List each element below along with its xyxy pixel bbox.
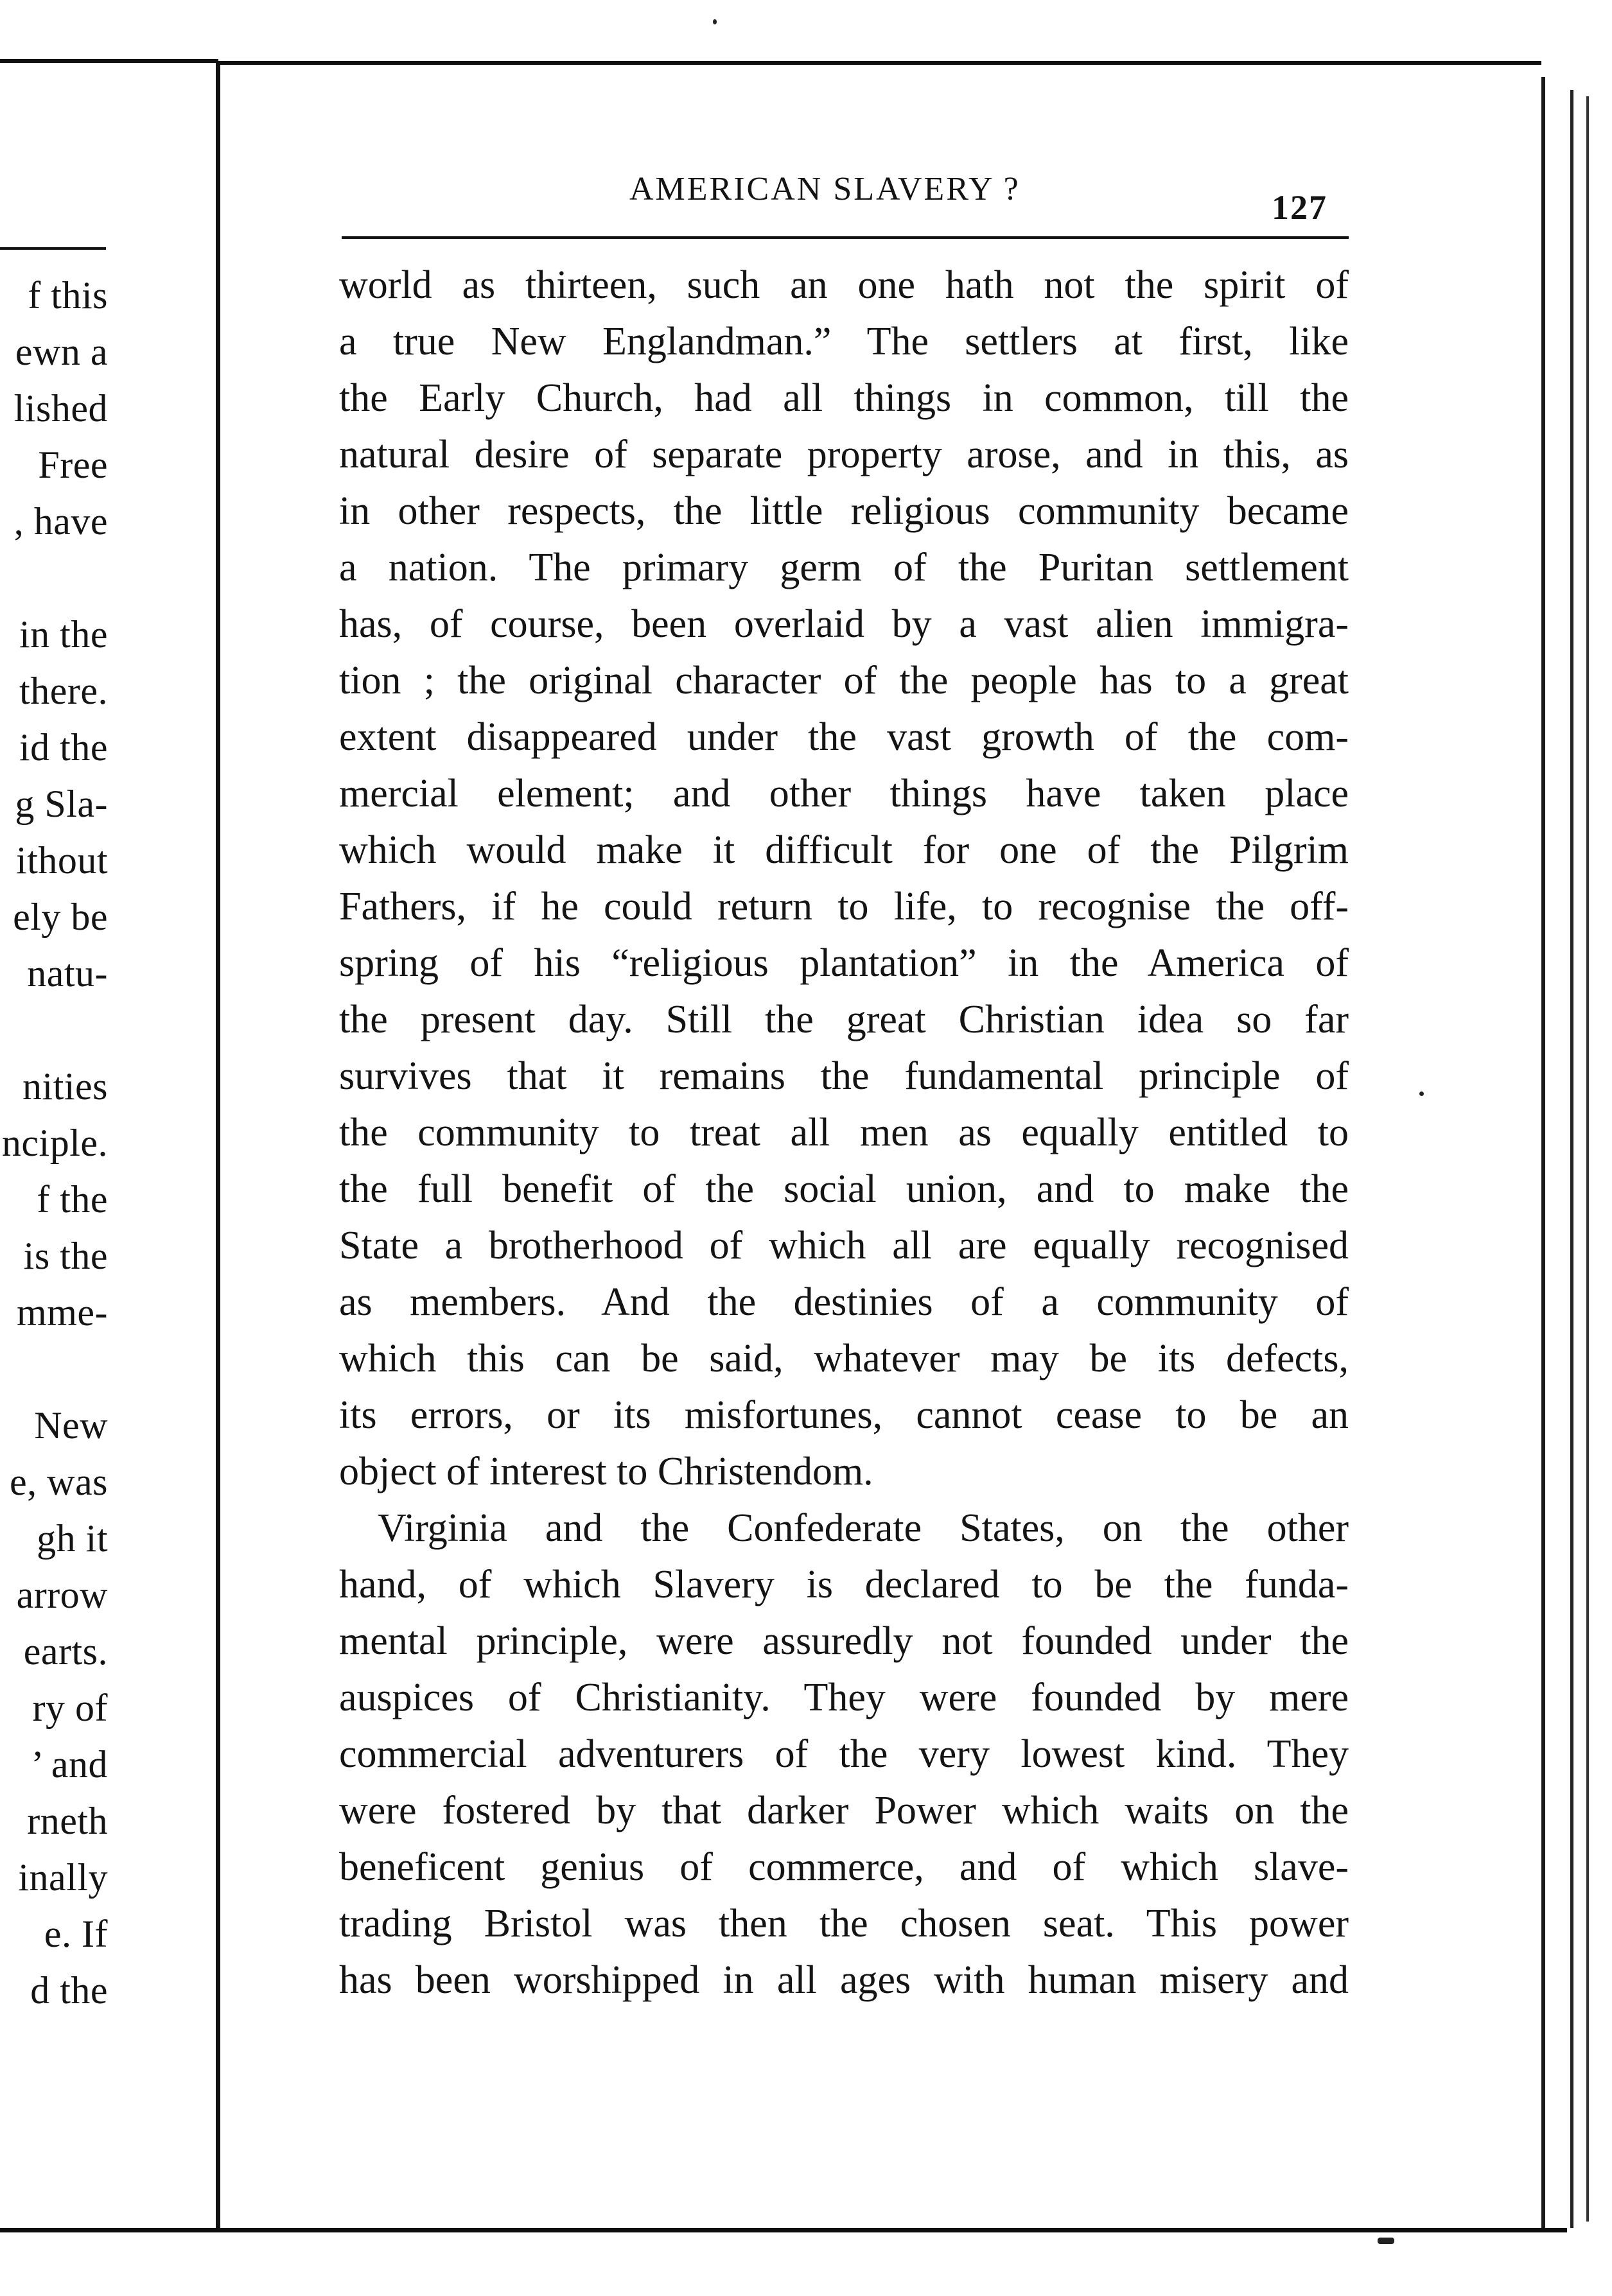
- left-page-line: , have: [13, 500, 108, 543]
- paragraph: [339, 257, 1349, 1500]
- page-fore-edge-line: [1586, 96, 1589, 2222]
- scan-speck: [1419, 1091, 1424, 1096]
- text-line: trading Bristol was then the chosen seat. This power: [339, 1902, 1349, 1945]
- running-head: AMERICAN SLAVERY ?: [629, 171, 1021, 207]
- left-page-line: arrow: [16, 1574, 108, 1616]
- left-page-line: ’ and: [31, 1743, 108, 1786]
- text-line: were fostered by that darker Power which waits on the: [339, 1789, 1349, 1832]
- scan-bottom-margin: [0, 2228, 1612, 2296]
- text-line: survives that it remains the fundamental principle of: [339, 1054, 1349, 1098]
- left-page-line: ry of: [32, 1687, 108, 1729]
- page-body-text: [339, 257, 1349, 2008]
- page-fore-edge-line: [1541, 77, 1545, 2228]
- text-line: the community to treat all men as equally entitled to: [339, 1111, 1349, 1154]
- left-page-line: e, was: [10, 1461, 108, 1503]
- page-bottom-edge: [0, 2228, 1567, 2232]
- text-line: as members. And the destinies of a community of: [339, 1280, 1349, 1324]
- text-line: mercial element; and other things have taken place: [339, 772, 1349, 815]
- paragraph: [339, 1500, 1349, 2008]
- text-line: commercial adventurers of the very lowest kind. They: [339, 1732, 1349, 1776]
- page-fore-edge-line: [1570, 90, 1573, 2228]
- text-line: mental principle, were assuredly not founded under the: [339, 1619, 1349, 1663]
- text-line: world as thirteen, such an one hath not the spirit of: [339, 263, 1349, 307]
- text-line: tion ; the original character of the people has to a great: [339, 659, 1349, 702]
- left-page-line: mme-: [17, 1291, 108, 1334]
- scan-top-margin: [0, 0, 1612, 64]
- left-page-line: ewn a: [15, 331, 108, 373]
- text-line: beneficent genius of commerce, and of which slave-: [339, 1845, 1349, 1889]
- left-page-line: rneth: [27, 1800, 108, 1842]
- text-line: a nation. The primary germ of the Puritan settlement: [339, 546, 1349, 589]
- left-page-line: e. If: [44, 1913, 108, 1955]
- left-page-line: Free: [38, 444, 108, 486]
- text-line: the present day. Still the great Christian idea so far: [339, 998, 1349, 1041]
- text-line: the full benefit of the social union, and to make the: [339, 1167, 1349, 1211]
- left-page-line: f the: [37, 1178, 108, 1221]
- text-line: a true New Englandman.” The settlers at first, like: [339, 320, 1349, 363]
- left-page-line: New: [34, 1404, 108, 1447]
- text-line: its errors, or its misfortunes, cannot cease to be an: [339, 1393, 1349, 1437]
- left-facing-page: [0, 0, 216, 2228]
- text-line: auspices of Christianity. They were founded by mere: [339, 1676, 1349, 1719]
- book-spine-line: [216, 61, 220, 2231]
- left-page-line: ely be: [13, 896, 108, 938]
- text-line: the Early Church, had all things in common, till the: [339, 376, 1349, 420]
- scan-speck: [1378, 2238, 1394, 2244]
- left-page-line: lished: [13, 387, 108, 430]
- text-line: has, of course, been overlaid by a vast alien immigra-: [339, 602, 1349, 646]
- left-page-line: inally: [18, 1856, 108, 1899]
- left-page-line: natu-: [27, 952, 108, 995]
- text-line: Fathers, if he could return to life, to recognise the off-: [339, 885, 1349, 928]
- text-line: in other respects, the little religious community became: [339, 489, 1349, 533]
- text-line: which this can be said, whatever may be its defects,: [339, 1337, 1349, 1380]
- left-page-line: gh it: [37, 1517, 108, 1560]
- scan-speck: [713, 19, 717, 24]
- text-line: natural desire of separate property arose, and in this, as: [339, 433, 1349, 476]
- header-rule: [342, 236, 1349, 239]
- text-line: Virginia and the Confederate States, on the other: [378, 1506, 1349, 1550]
- left-page-line: d the: [30, 1969, 108, 2012]
- left-page-line: id the: [19, 726, 108, 769]
- left-page-head-rule: [0, 247, 106, 250]
- left-page-line: nities: [22, 1065, 108, 1108]
- right-page-top-edge: [218, 61, 1541, 65]
- left-page-line: there.: [19, 670, 108, 712]
- left-page-line: g Sla-: [15, 783, 108, 825]
- left-page-line: is the: [23, 1235, 108, 1277]
- left-page-line: in the: [19, 613, 108, 656]
- text-line: spring of his “religious plantation” in the America of: [339, 941, 1349, 985]
- page-number: 127: [1272, 188, 1327, 227]
- text-line: has been worshipped in all ages with human misery and: [339, 1958, 1349, 2002]
- left-page-line: f this: [28, 274, 108, 317]
- left-page-line: earts.: [23, 1630, 108, 1673]
- text-line: State a brotherhood of which all are equally recognised: [339, 1224, 1349, 1267]
- text-line: extent disappeared under the vast growth of the com-: [339, 715, 1349, 759]
- text-line: hand, of which Slavery is declared to be the funda-: [339, 1563, 1349, 1606]
- text-line: which would make it difficult for one of the Pilgrim: [339, 828, 1349, 872]
- left-page-line: ithout: [15, 839, 108, 882]
- text-line: object of interest to Christendom.: [339, 1450, 873, 1493]
- left-page-line: nciple.: [1, 1122, 108, 1164]
